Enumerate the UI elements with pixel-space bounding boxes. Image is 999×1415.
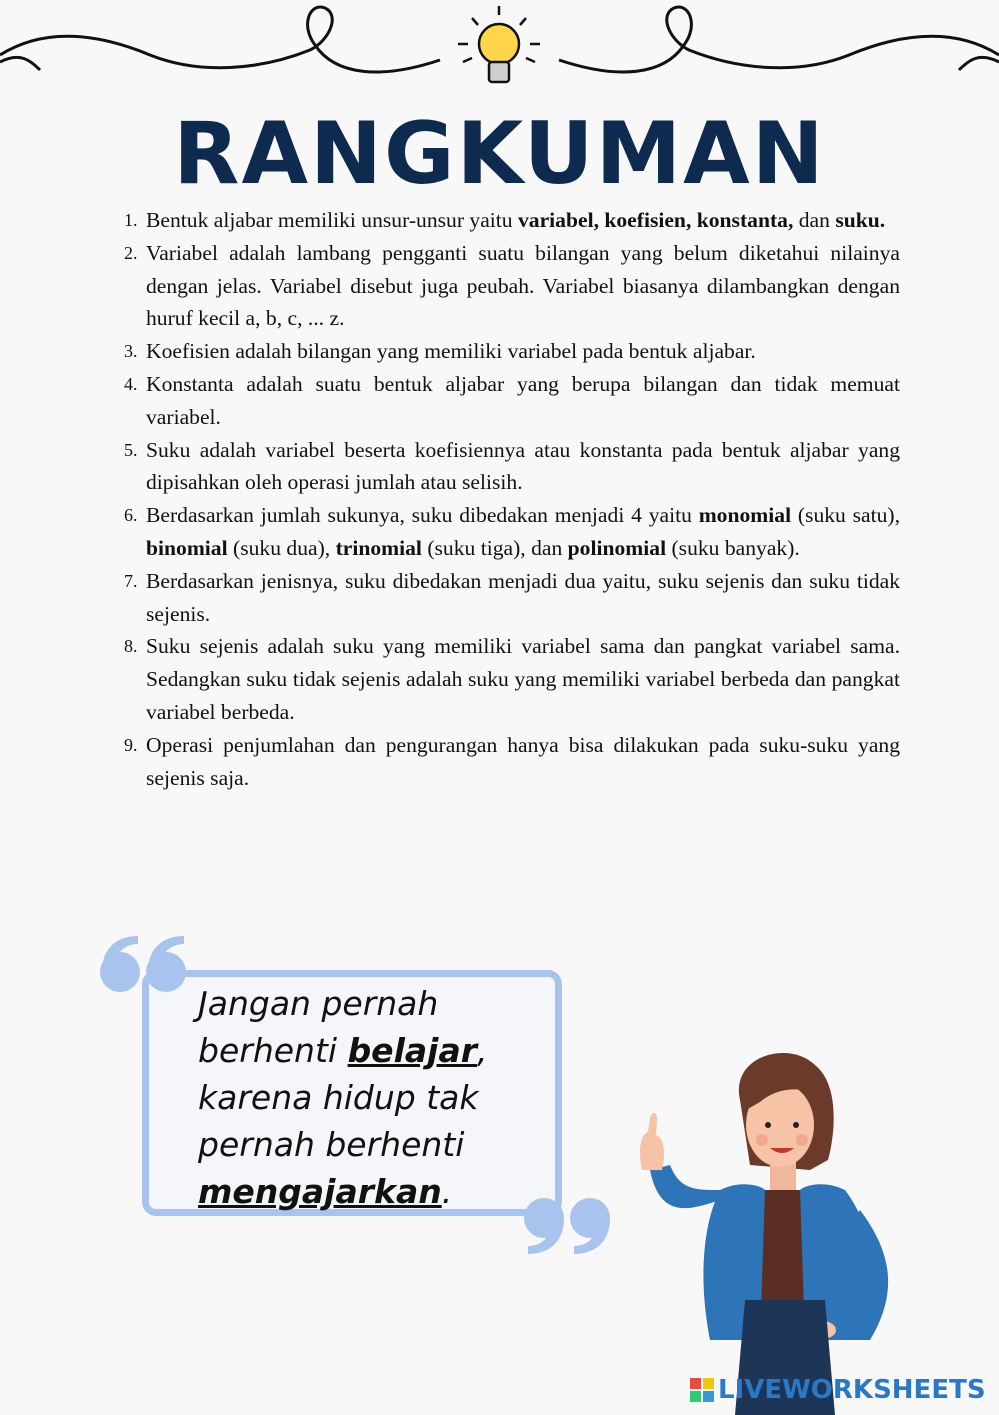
bold-term: monomial — [698, 503, 792, 528]
item-text: (suku tiga), dan — [421, 535, 568, 560]
item-text: Suku sejenis adalah suku yang memiliki variabel sama dan pangkat variabel sama. Sedangkan suku tidak sejenis adalah suku yang memiliki variabel berbeda dan pangkat variabel berbeda. — [146, 634, 900, 724]
item-text: Konstanta adalah suatu bentuk aljabar yang berupa bilangan dan tidak memuat variabel. — [146, 371, 900, 429]
item-text: Variabel adalah lambang pengganti suatu bilangan yang belum diketahui nilainya dengan jelas. Variabel disebut juga peubah. Variabel biasanya dilambangkan dengan huruf kecil a, b, c, ... z. — [146, 240, 900, 331]
item-number: 3. — [124, 341, 138, 362]
summary-item — [120, 368, 900, 434]
item-text: Suku adalah variabel beserta koefisiennya atau konstanta pada bentuk aljabar yang dipisahkan oleh operasi jumlah atau selisih. — [146, 437, 900, 495]
quote-line: pernah berhenti — [198, 1125, 465, 1164]
item-text: Koefisien adalah bilangan yang memiliki variabel pada bentuk aljabar. — [146, 339, 756, 364]
bold-term: polinomial — [567, 535, 667, 560]
summary-item — [120, 630, 900, 728]
item-text: (suku dua), — [227, 535, 336, 560]
lightbulb-icon — [458, 6, 540, 82]
summary-item — [120, 565, 900, 631]
summary-item — [120, 335, 900, 368]
item-number: 4. — [124, 373, 138, 394]
item-text: Operasi penjumlahan dan pengurangan hanya bisa dilakukan pada suku-suku yang sejenis saja. — [146, 732, 900, 790]
item-number: 6. — [124, 505, 138, 526]
item-number: 7. — [124, 570, 138, 591]
quote-text — [198, 980, 538, 1215]
quote-line: Jangan pernah — [198, 984, 439, 1023]
item-number: 8. — [124, 636, 138, 657]
page-title: RANGKUMAN — [173, 104, 826, 204]
open-quote-icon — [98, 932, 190, 998]
header-ornament — [0, 0, 999, 100]
brand-name: LIVEWORKSHEETS — [718, 1375, 986, 1405]
item-text: Bentuk aljabar memiliki unsur-unsur yaitu — [146, 208, 518, 232]
item-text: (suku banyak). — [666, 535, 800, 560]
item-text: (suku satu), — [791, 503, 901, 528]
item-number: 9. — [124, 734, 138, 755]
bold-term: binomial — [146, 535, 228, 560]
item-number: 5. — [124, 439, 138, 460]
bold-term: suku. — [835, 208, 886, 232]
bold-term: variabel, koefisien, konstanta, — [518, 208, 794, 232]
summary-list — [120, 204, 900, 794]
summary-item — [120, 434, 900, 500]
item-number: 2. — [124, 242, 138, 263]
summary-item — [120, 499, 900, 565]
bold-term: trinomial — [335, 535, 422, 560]
brand-watermark — [690, 1372, 986, 1408]
quote-line: karena hidup tak — [198, 1078, 479, 1117]
item-text: Berdasarkan jumlah sukunya, suku dibedakan menjadi 4 yaitu — [146, 503, 699, 528]
summary-item — [120, 237, 900, 335]
woman-pointing-illustration — [600, 1040, 930, 1415]
quote-emphasis: belajar — [347, 1031, 478, 1070]
brand-logo-icon — [690, 1378, 714, 1402]
summary-item — [120, 729, 900, 795]
item-text: dan — [793, 208, 836, 232]
item-text: Berdasarkan jenisnya, suku dibedakan menjadi dua yaitu, suku sejenis dan suku tidak sejenis. — [146, 568, 900, 626]
quote-line: berhenti belajar, — [198, 1031, 488, 1070]
quote-emphasis: mengajarkan — [198, 1172, 442, 1211]
summary-item — [120, 204, 900, 237]
item-number: 1. — [124, 210, 138, 230]
quote-line: mengajarkan. — [198, 1172, 453, 1211]
